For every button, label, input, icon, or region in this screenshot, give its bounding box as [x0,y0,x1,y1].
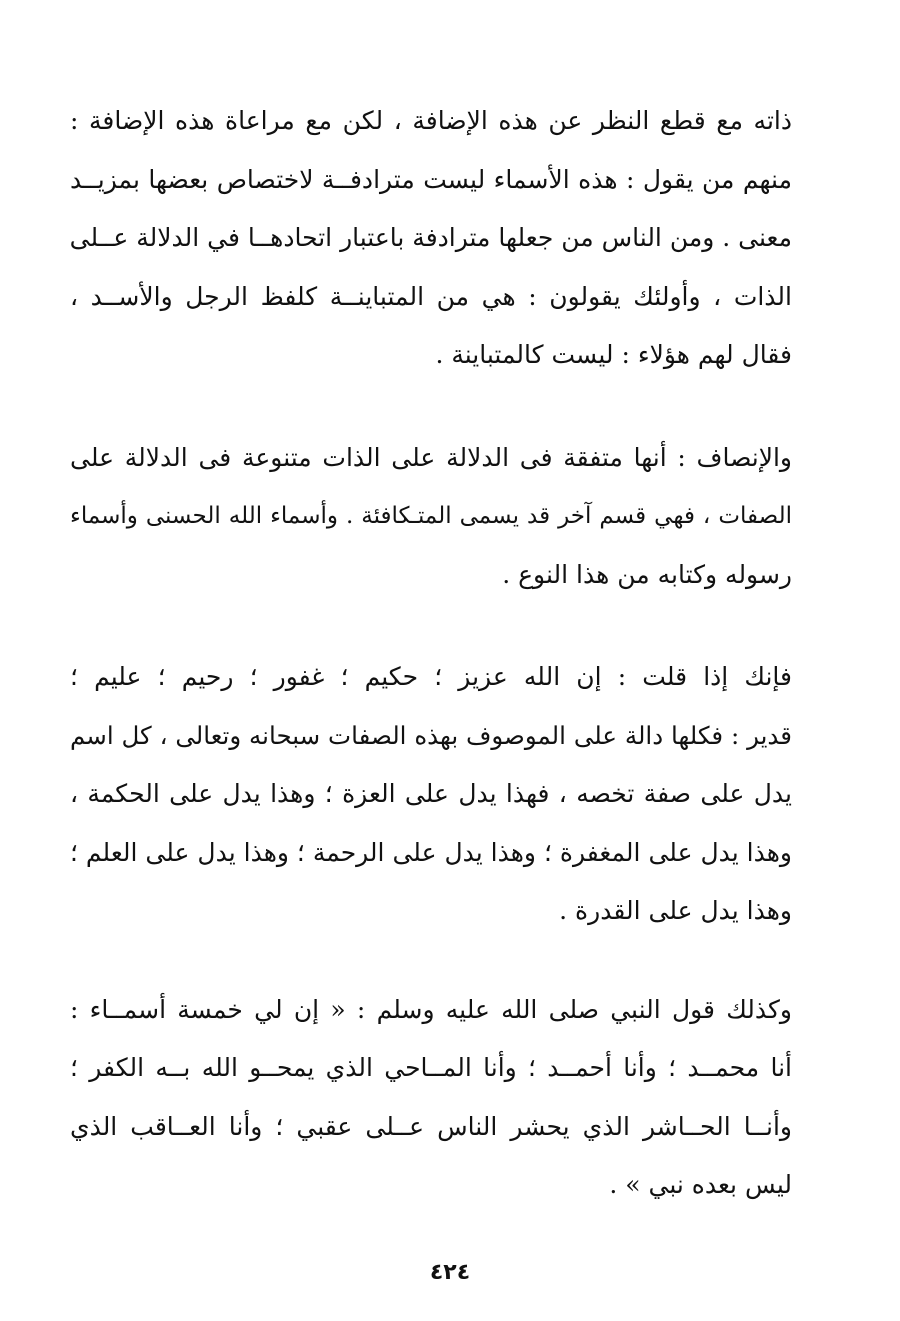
text-line: وكذلك قول النبي صلى الله عليه وسلم : « إن لي خمسة أسمــاء : [70,994,792,1024]
text-line: فقال لهم هؤلاء : ليست كالمتباينة . [435,340,792,369]
text-line: فإنك إذا قلت : إن الله عزيز ؛ حكيم ؛ غفور ؛ رحيم ؛ عليم ؛ [70,662,792,691]
text-line: الصفات ، فهي قسم آخر قد يسمى المتـكافئة . وأسماء الله الحسنى وأسماء [70,503,792,529]
text-line: يدل على صفة تخصه ، فهذا يدل على العزة ؛ وهذا يدل على الحكمة ، [70,779,792,808]
paragraph-spacer [70,941,792,981]
paragraph-2 [70,429,792,605]
text-line: قدير : فكلها دالة على الموصوف بهذه الصفات سبحانه وتعالى ، كل اسم [70,720,792,750]
text-line: أنا محمــد ؛ وأنا أحمــد ؛ وأنا المــاحي الذي يمحــو الله بــه الكفر ؛ [70,1053,792,1082]
page-number: ٤٢٤ [429,1260,471,1285]
page-body [70,92,792,1215]
text-line: منهم من يقول : هذه الأسماء ليست مترادفــة لاختصاص بعضها بمزيــد [70,164,792,194]
text-line: وهذا يدل على القدرة . [559,896,792,925]
paragraph-1 [70,92,792,385]
paragraph-3 [70,648,792,941]
text-line: ذاته مع قطع النظر عن هذه الإضافة ، لكن مع مراعاة هذه الإضافة : [70,106,792,135]
text-line: ليس بعده نبي » . [609,1170,792,1199]
paragraph-4 [70,981,792,1215]
text-line: الذات ، وأولئك يقولون : هي من المتباينــة كلفظ الرجل والأســد ، [70,281,792,311]
text-line: معنى . ومن الناس من جعلها مترادفة باعتبار اتحادهــا في الدلالة عــلى [69,223,792,252]
text-line: والإنصاف : أنها متفقة فى الدلالة على الذات متنوعة فى الدلالة على [70,442,792,472]
text-line: رسوله وكتابه من هذا النوع . [502,559,792,589]
paragraph-spacer [70,385,792,429]
paragraph-spacer [70,604,792,648]
text-line: وهذا يدل على المغفرة ؛ وهذا يدل على الرحمة ؛ وهذا يدل على العلم ؛ [70,837,792,867]
text-line: وأنــا الحــاشر الذي يحشر الناس عــلى عقبي ؛ وأنا العــاقب الذي [70,1111,792,1141]
